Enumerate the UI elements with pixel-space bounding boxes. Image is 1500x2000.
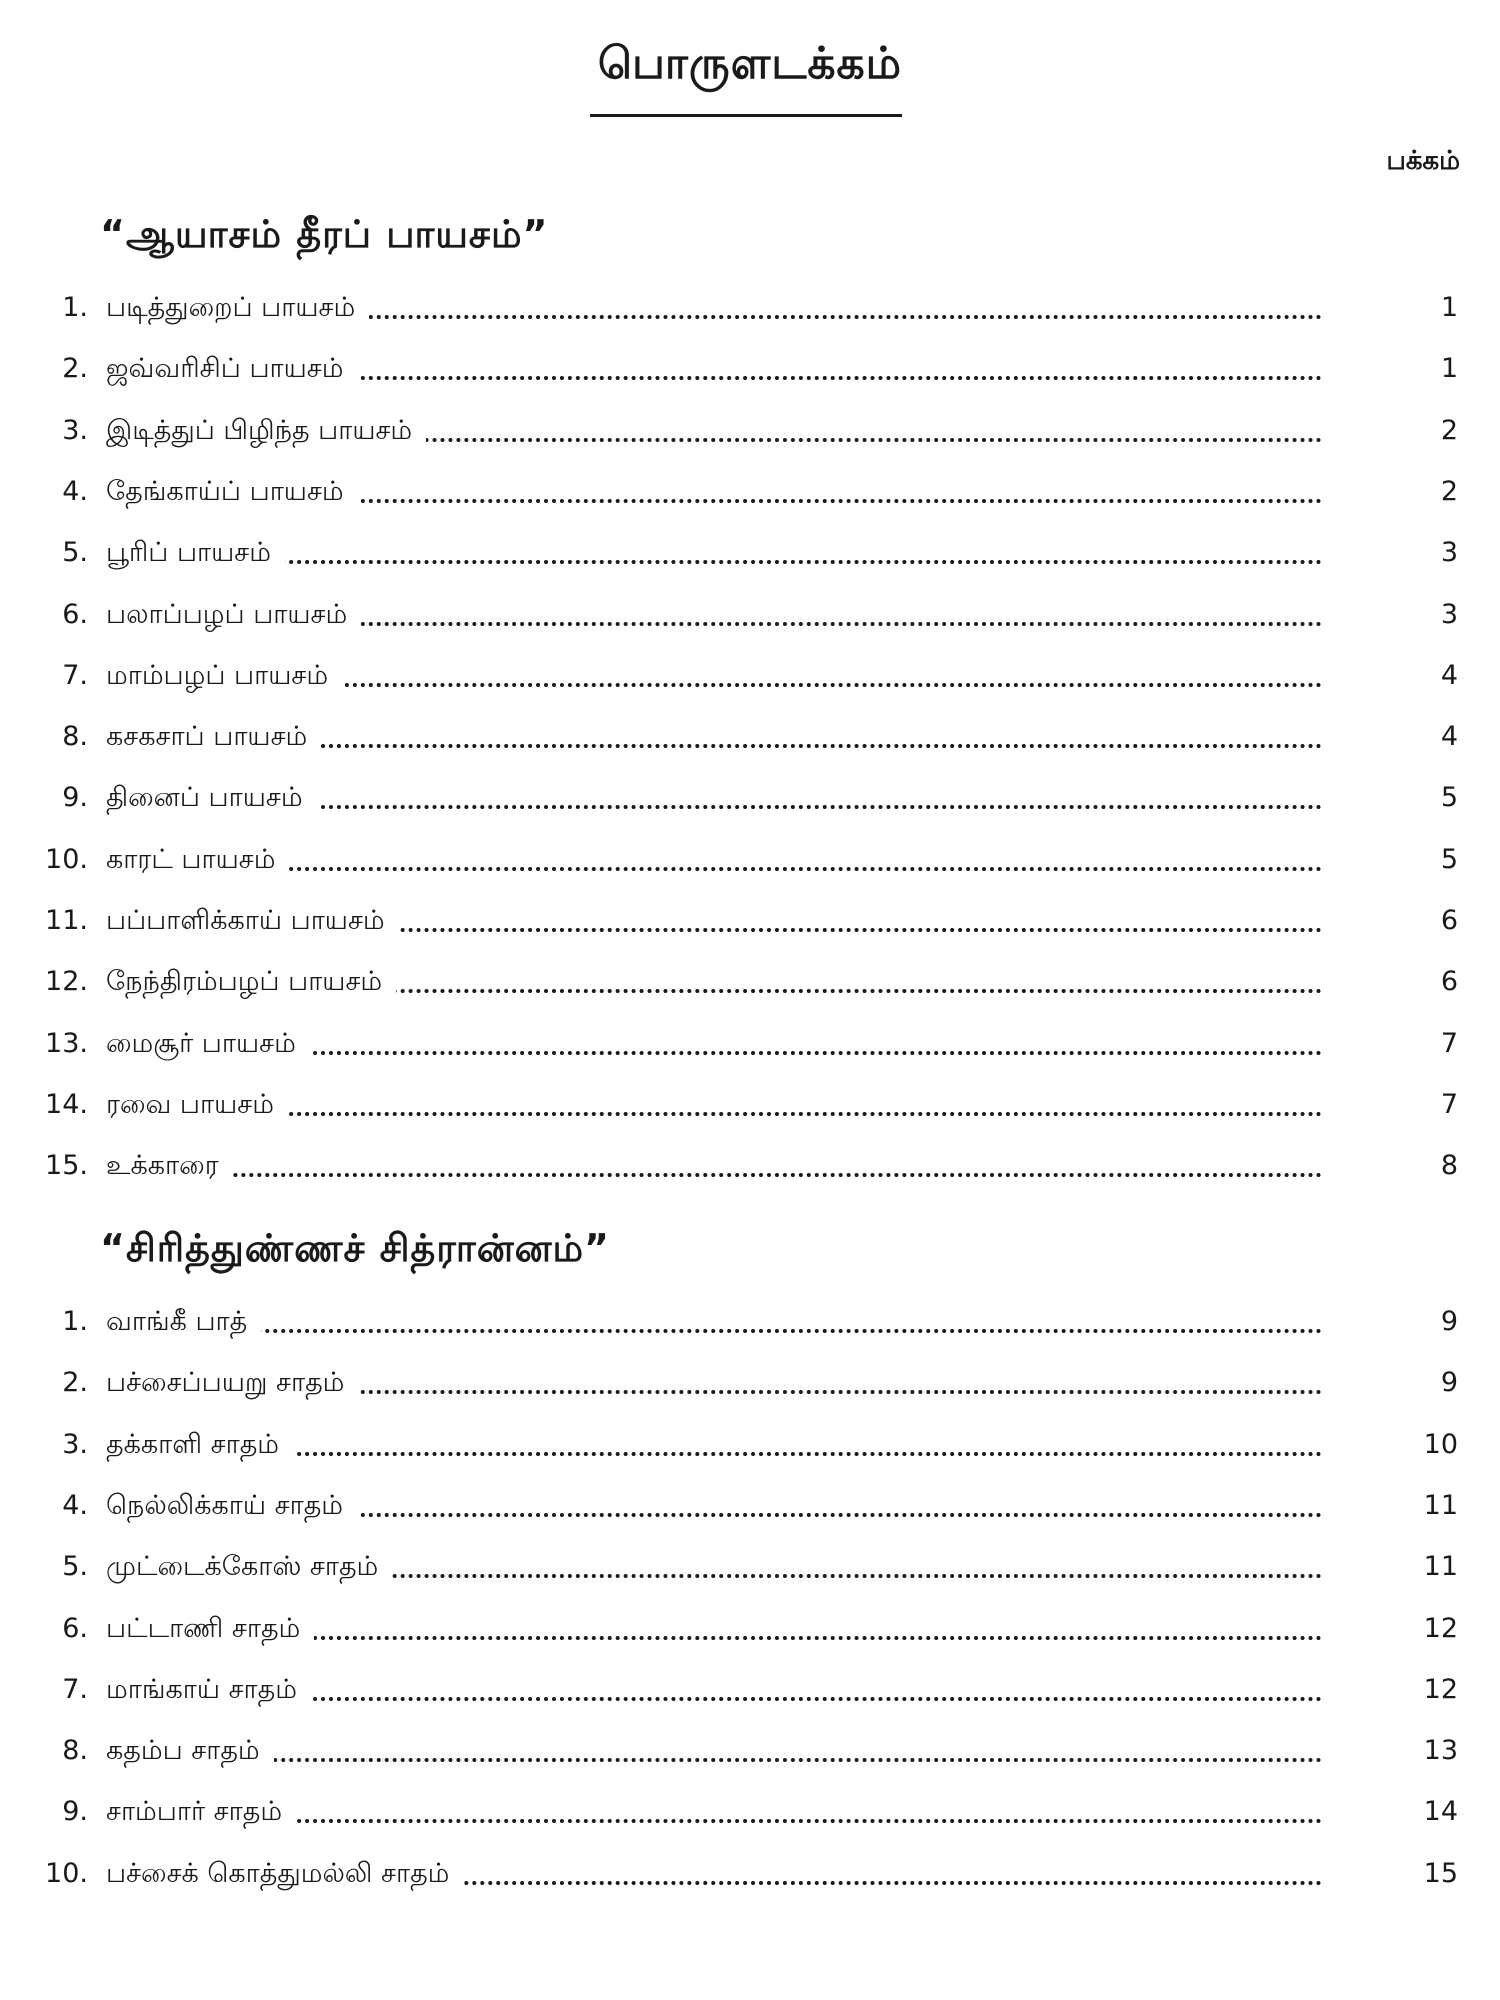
entry-page-number: 4 xyxy=(1440,660,1458,691)
entry-number: 6. xyxy=(62,1613,88,1644)
page-column-label: பக்கம் xyxy=(1386,146,1460,176)
toc-entry[interactable] xyxy=(0,1022,1500,1066)
entry-page-number: 7 xyxy=(1440,1089,1458,1120)
toc-entry[interactable] xyxy=(0,1790,1500,1834)
entry-title: மைசூர் பாயசம் xyxy=(106,1022,310,1066)
toc-entry[interactable] xyxy=(0,1668,1500,1712)
entry-title: படித்துறைப் பாயசம் xyxy=(106,286,369,330)
toc-entry[interactable] xyxy=(0,1083,1500,1127)
entry-page-number: 14 xyxy=(1423,1796,1458,1827)
entry-page-number: 7 xyxy=(1440,1028,1458,1059)
toc-entry[interactable] xyxy=(0,1607,1500,1651)
entry-page-number: 9 xyxy=(1440,1306,1458,1337)
entry-title: பூரிப் பாயசம் xyxy=(106,531,285,575)
entry-title: ஜவ்வரிசிப் பாயசம் xyxy=(106,347,357,391)
entry-number: 1. xyxy=(62,292,88,323)
entry-number: 15. xyxy=(45,1150,88,1181)
toc-entry[interactable] xyxy=(0,960,1500,1004)
toc-entry[interactable] xyxy=(0,470,1500,514)
toc-entry[interactable] xyxy=(0,1545,1500,1589)
entry-page-number: 3 xyxy=(1440,537,1458,568)
toc-entry[interactable] xyxy=(0,899,1500,943)
section-heading: “சிரித்துண்ணச் சித்ரான்னம்” xyxy=(100,1226,611,1270)
entry-title: பப்பாளிக்காய் பாயசம் xyxy=(106,899,399,943)
entry-title: முட்டைக்கோஸ் சாதம் xyxy=(106,1545,392,1589)
toc-entry[interactable] xyxy=(0,1300,1500,1344)
section-heading: “ஆயாசம் தீரப் பாயசம்” xyxy=(100,212,549,256)
toc-entry[interactable] xyxy=(0,347,1500,391)
entry-title: தினைப் பாயசம் xyxy=(106,776,317,820)
entry-number: 4. xyxy=(62,1490,88,1521)
entry-page-number: 5 xyxy=(1440,844,1458,875)
title-underline xyxy=(590,114,902,117)
entry-page-number: 6 xyxy=(1440,966,1458,997)
entry-title: மாங்காய் சாதம் xyxy=(106,1668,311,1712)
entry-page-number: 8 xyxy=(1440,1150,1458,1181)
entry-title: காரட் பாயசம் xyxy=(106,838,289,882)
entry-title: வாங்கீ பாத் xyxy=(106,1300,261,1344)
entry-number: 10. xyxy=(45,1858,88,1889)
page-title: பொருளடக்கம் xyxy=(597,38,903,89)
entry-page-number: 15 xyxy=(1423,1858,1458,1889)
entry-title: பலாப்பழப் பாயசம் xyxy=(106,593,361,637)
toc-entry[interactable] xyxy=(0,286,1500,330)
entry-title: பச்சைப்பயறு சாதம் xyxy=(106,1361,358,1405)
entry-number: 7. xyxy=(62,1674,88,1705)
entry-number: 9. xyxy=(62,1796,88,1827)
entry-number: 14. xyxy=(45,1089,88,1120)
toc-entry[interactable] xyxy=(0,409,1500,453)
entry-title: மாம்பழப் பாயசம் xyxy=(106,654,342,698)
entry-number: 6. xyxy=(62,599,88,630)
dot-leader xyxy=(106,1112,1322,1116)
entry-title: கசகசாப் பாயசம் xyxy=(106,715,321,759)
toc-entry[interactable] xyxy=(0,715,1500,759)
entry-title: கதம்ப சாதம் xyxy=(106,1729,274,1773)
entry-number: 8. xyxy=(62,1735,88,1766)
entry-title: பட்டாணி சாதம் xyxy=(106,1607,314,1651)
entry-page-number: 6 xyxy=(1440,905,1458,936)
entry-page-number: 5 xyxy=(1440,782,1458,813)
entry-title: தேங்காய்ப் பாயசம் xyxy=(106,470,358,514)
toc-entry[interactable] xyxy=(0,1144,1500,1188)
toc-entry[interactable] xyxy=(0,1484,1500,1528)
entry-page-number: 2 xyxy=(1440,415,1458,446)
dot-leader xyxy=(106,1329,1322,1333)
entry-title: சாம்பார் சாதம் xyxy=(106,1790,296,1834)
toc-entry[interactable] xyxy=(0,1852,1500,1896)
entry-page-number: 1 xyxy=(1440,353,1458,384)
toc-entry[interactable] xyxy=(0,1361,1500,1405)
toc-entry[interactable] xyxy=(0,1729,1500,1773)
toc-entry[interactable] xyxy=(0,654,1500,698)
toc-entry[interactable] xyxy=(0,531,1500,575)
entry-number: 9. xyxy=(62,782,88,813)
entry-number: 10. xyxy=(45,844,88,875)
entry-page-number: 9 xyxy=(1440,1367,1458,1398)
entry-title: பச்சைக் கொத்துமல்லி சாதம் xyxy=(106,1852,463,1896)
dot-leader xyxy=(106,1758,1322,1762)
dot-leader xyxy=(106,560,1322,564)
toc-entry[interactable] xyxy=(0,776,1500,820)
entry-number: 13. xyxy=(45,1028,88,1059)
entry-title: தக்காளி சாதம் xyxy=(106,1423,293,1467)
entry-number: 11. xyxy=(45,905,88,936)
entry-page-number: 10 xyxy=(1423,1429,1458,1460)
entry-number: 2. xyxy=(62,1367,88,1398)
entry-page-number: 3 xyxy=(1440,599,1458,630)
entry-number: 7. xyxy=(62,660,88,691)
entry-number: 12. xyxy=(45,966,88,997)
entry-page-number: 13 xyxy=(1423,1735,1458,1766)
entry-page-number: 12 xyxy=(1423,1613,1458,1644)
entry-number: 5. xyxy=(62,537,88,568)
dot-leader xyxy=(106,1173,1322,1177)
entry-number: 4. xyxy=(62,476,88,507)
entry-number: 1. xyxy=(62,1306,88,1337)
entry-number: 3. xyxy=(62,1429,88,1460)
entry-number: 8. xyxy=(62,721,88,752)
entry-title: உக்காரை xyxy=(106,1144,233,1188)
entry-number: 2. xyxy=(62,353,88,384)
toc-entry[interactable] xyxy=(0,593,1500,637)
entry-title: இடித்துப் பிழிந்த பாயசம் xyxy=(106,409,426,453)
entry-page-number: 2 xyxy=(1440,476,1458,507)
entry-page-number: 12 xyxy=(1423,1674,1458,1705)
entry-page-number: 4 xyxy=(1440,721,1458,752)
entry-number: 3. xyxy=(62,415,88,446)
entry-title: நேந்திரம்பழப் பாயசம் xyxy=(106,960,396,1004)
entry-page-number: 11 xyxy=(1423,1490,1458,1521)
entry-page-number: 11 xyxy=(1423,1551,1458,1582)
entry-title: நெல்லிக்காய் சாதம் xyxy=(106,1484,357,1528)
toc-entry[interactable] xyxy=(0,838,1500,882)
entry-title: ரவை பாயசம் xyxy=(106,1083,288,1127)
entry-number: 5. xyxy=(62,1551,88,1582)
toc-entry[interactable] xyxy=(0,1423,1500,1467)
entry-page-number: 1 xyxy=(1440,292,1458,323)
